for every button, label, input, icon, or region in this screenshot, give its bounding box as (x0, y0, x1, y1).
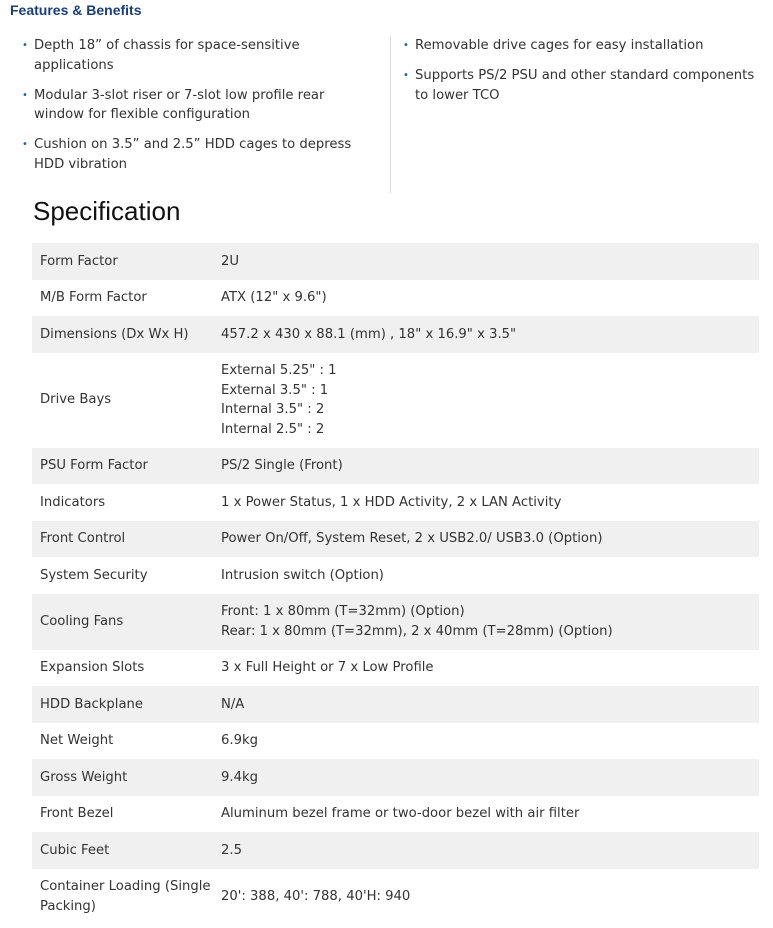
spec-value-line: 2.5 (221, 842, 242, 858)
spec-label: Cubic Feet (32, 832, 213, 869)
specification-table (32, 243, 759, 925)
spec-label: Expansion Slots (32, 650, 213, 687)
spec-value (213, 316, 759, 353)
bullet-icon: • (22, 139, 28, 150)
spec-value-line: Front: 1 x 80mm (T=32mm) (Option) (221, 604, 465, 619)
feature-item (403, 36, 758, 56)
spec-value-line: PS/2 Single (Front) (221, 458, 343, 473)
spec-value (213, 484, 759, 521)
specification-title: Specification (33, 196, 181, 226)
specification-table-body (32, 243, 759, 925)
spec-row (32, 594, 759, 650)
spec-value (213, 832, 759, 869)
spec-value (213, 594, 759, 650)
spec-label: Net Weight (32, 723, 213, 760)
spec-value (213, 869, 759, 925)
spec-value-line: 9.4kg (221, 769, 258, 785)
spec-value (213, 521, 759, 558)
spec-label: Container Loading (Single Packing) (32, 869, 213, 925)
spec-value-line: Internal 2.5" : 2 (221, 421, 325, 437)
spec-row (32, 832, 759, 869)
spec-label: PSU Form Factor (32, 448, 213, 485)
feature-text: Modular 3-slot riser or 7-slot low profile rear window for flexible configuration (34, 87, 325, 122)
spec-value (213, 280, 759, 317)
features-left-column (22, 36, 391, 193)
spec-label: Cooling Fans (32, 594, 213, 650)
spec-value-line: Rear: 1 x 80mm (T=32mm), 2 x 40mm (T=28mm) (Option) (221, 623, 613, 639)
spec-row (32, 759, 759, 796)
spec-value (213, 759, 759, 796)
spec-label: Front Bezel (32, 796, 213, 833)
spec-row (32, 557, 759, 594)
spec-row (32, 686, 759, 723)
bullet-icon: • (403, 70, 409, 81)
spec-label: Indicators (32, 484, 213, 521)
spec-label: M/B Form Factor (32, 280, 213, 317)
spec-value-line: 1 x Power Status, 1 x HDD Activity, 2 x LAN Activity (221, 494, 562, 510)
spec-value (213, 723, 759, 760)
spec-value-line: 457.2 x 430 x 88.1 (mm) , 18" x 16.9" x 3.5" (221, 326, 517, 342)
spec-value-line: External 5.25" : 1 (221, 363, 337, 378)
spec-row (32, 521, 759, 558)
bullet-icon: • (22, 40, 28, 51)
features-title: Features & Benefits (10, 2, 142, 18)
spec-row (32, 353, 759, 448)
spec-row (32, 316, 759, 353)
spec-value (213, 353, 759, 448)
spec-label: Dimensions (Dx Wx H) (32, 316, 213, 353)
spec-row (32, 448, 759, 485)
spec-row (32, 280, 759, 317)
feature-text: Depth 18” of chassis for space-sensitive applications (34, 38, 300, 73)
feature-text: Cushion on 3.5” and 2.5” HDD cages to depress HDD vibration (34, 137, 352, 172)
spec-value-line: External 3.5" : 1 (221, 382, 329, 398)
feature-text: Supports PS/2 PSU and other standard components to lower TCO (415, 68, 755, 103)
spec-label: Front Control (32, 521, 213, 558)
spec-value-line: 20': 388, 40': 788, 40'H: 940 (221, 888, 411, 904)
spec-row (32, 243, 759, 280)
feature-text: Removable drive cages for easy installation (415, 38, 704, 53)
spec-value (213, 796, 759, 833)
spec-row (32, 723, 759, 760)
feature-item (22, 36, 378, 75)
spec-label: System Security (32, 557, 213, 594)
spec-value-line: Intrusion switch (Option) (221, 567, 384, 583)
spec-value-line: N/A (221, 696, 245, 712)
features-right-column (391, 36, 758, 193)
spec-value (213, 650, 759, 687)
spec-value-line: Power On/Off, System Reset, 2 x USB2.0/ USB3.0 (Option) (221, 531, 603, 546)
spec-value (213, 243, 759, 280)
spec-value-line: 3 x Full Height or 7 x Low Profile (221, 660, 434, 675)
spec-label: Form Factor (32, 243, 213, 280)
bullet-icon: • (403, 40, 409, 51)
feature-item (22, 86, 378, 125)
bullet-icon: • (22, 89, 28, 101)
spec-row (32, 796, 759, 833)
spec-value-line: ATX (12" x 9.6") (221, 290, 327, 305)
spec-label: HDD Backplane (32, 686, 213, 723)
spec-value-line: 2U (221, 253, 240, 269)
spec-value-line: Aluminum bezel frame or two-door bezel with air filter (221, 806, 580, 821)
spec-row (32, 869, 759, 925)
spec-value (213, 557, 759, 594)
feature-item (403, 66, 758, 105)
spec-row (32, 484, 759, 521)
spec-label: Drive Bays (32, 353, 213, 448)
spec-value-line: Internal 3.5" : 2 (221, 402, 325, 417)
spec-label: Gross Weight (32, 759, 213, 796)
spec-value (213, 448, 759, 485)
spec-value-line: 6.9kg (221, 733, 258, 748)
feature-item (22, 135, 378, 174)
spec-row (32, 650, 759, 687)
spec-value (213, 686, 759, 723)
features-section (22, 36, 762, 193)
